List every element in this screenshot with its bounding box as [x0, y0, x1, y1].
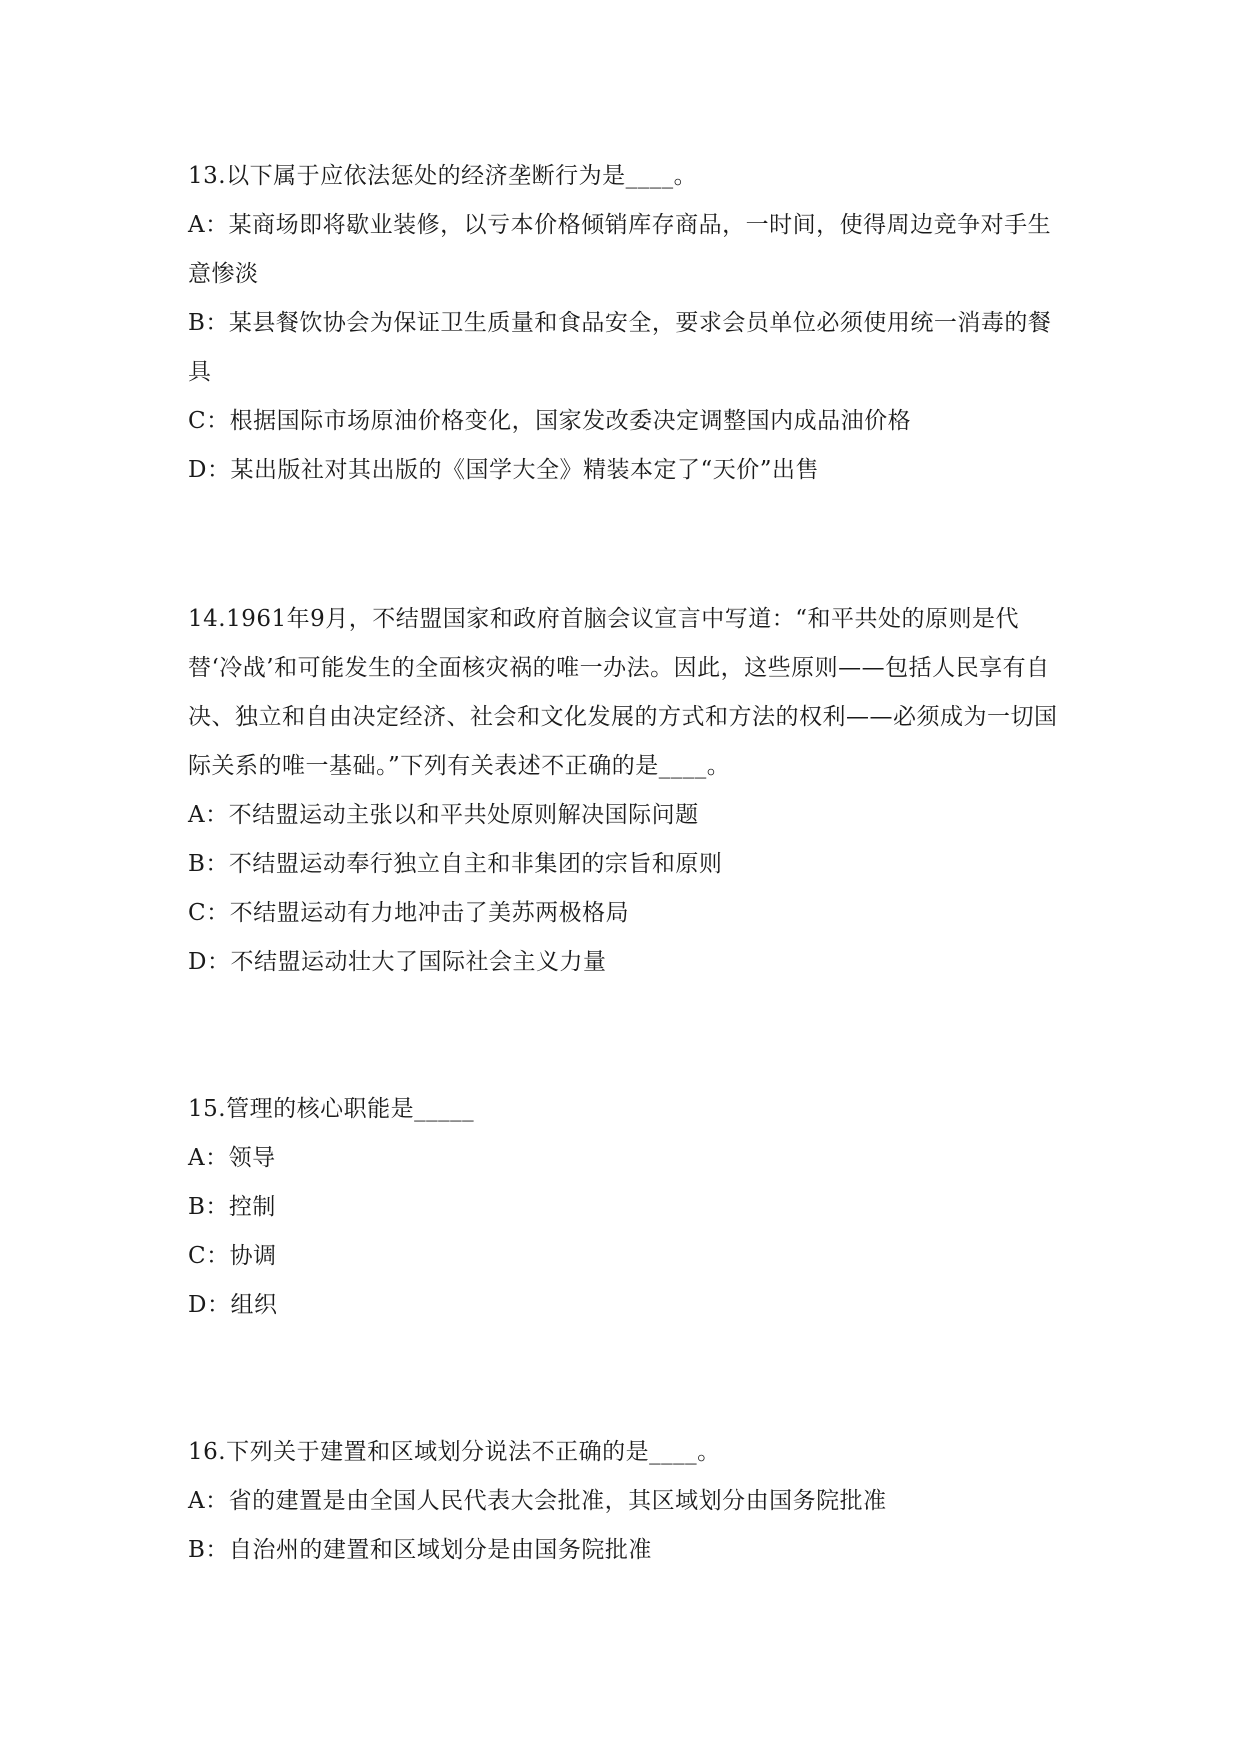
question-stem: 13.以下属于应依法惩处的经济垄断行为是____。 — [188, 163, 698, 189]
option-d: D：组织 — [188, 1292, 278, 1318]
question-stem: 14.1961年9月，不结盟国家和政府首脑会议宣言中写道：“和平共处的原则是代替‘冷战’和可能发生的全面核灾祸的唯一办法。因此，这些原则——包括人民享有自决、独立和自由决定经济、社会和文化发展的方式和方法的权利——必须成为一切国际关系的唯一基础。”下列有关表述不正确的是____。 — [188, 606, 1058, 779]
option-c: C：根据国际市场原油价格变化，国家发改委决定调整国内成品油价格 — [188, 408, 912, 434]
option-a: A：某商场即将歇业装修，以亏本价格倾销库存商品，一时间，使得周边竞争对手生意惨淡 — [188, 212, 1052, 287]
question-15 — [188, 1085, 1068, 1330]
option-a: A：省的建置是由全国人民代表大会批准，其区域划分由国务院批准 — [188, 1488, 887, 1514]
option-d: D：某出版社对其出版的《国学大全》精装本定了“天价”出售 — [188, 457, 819, 483]
question-16 — [188, 1428, 1068, 1575]
option-c: C：协调 — [188, 1243, 277, 1269]
option-b: B：自治州的建置和区域划分是由国务院批准 — [188, 1537, 652, 1563]
option-a: A：不结盟运动主张以和平共处原则解决国际问题 — [188, 802, 699, 828]
question-13 — [188, 152, 1068, 495]
question-14 — [188, 595, 1068, 987]
option-c: C：不结盟运动有力地冲击了美苏两极格局 — [188, 900, 630, 926]
option-a: A：领导 — [188, 1145, 276, 1171]
question-stem: 16.下列关于建置和区域划分说法不正确的是____。 — [188, 1439, 721, 1465]
question-stem: 15.管理的核心职能是_____ — [188, 1096, 475, 1122]
option-b: B：不结盟运动奉行独立自主和非集团的宗旨和原则 — [188, 851, 723, 877]
option-b: B：控制 — [188, 1194, 276, 1220]
option-b: B：某县餐饮协会为保证卫生质量和食品安全，要求会员单位必须使用统一消毒的餐具 — [188, 310, 1052, 385]
option-d: D：不结盟运动壮大了国际社会主义力量 — [188, 949, 607, 975]
